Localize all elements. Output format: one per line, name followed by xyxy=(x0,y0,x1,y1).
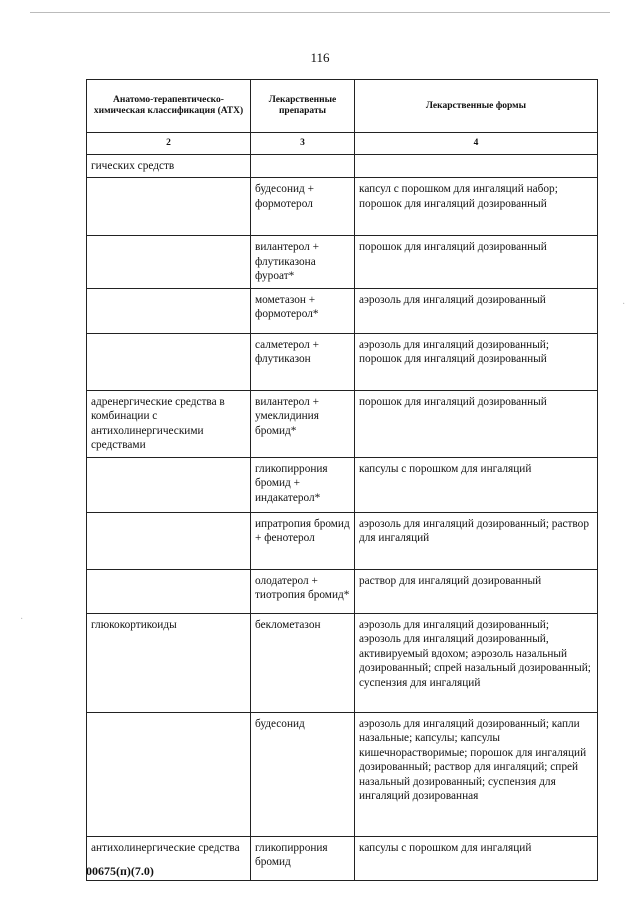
column-number: 2 xyxy=(87,133,251,155)
table-row xyxy=(87,236,598,289)
column-number: 3 xyxy=(251,133,355,155)
atx-cell: гических средств xyxy=(87,154,251,178)
forms-cell: аэрозоль для ингаляций дозированный; порошок для ингаляций дозированный xyxy=(355,333,598,390)
drug-cell: будесонид + формотерол xyxy=(251,178,355,236)
drug-cell: мометазон + формотерол* xyxy=(251,288,355,333)
table-row xyxy=(87,836,598,880)
drug-cell: гликопиррония бромид + индакатерол* xyxy=(251,457,355,512)
forms-cell: порошок для ингаляций дозированный xyxy=(355,390,598,457)
forms-cell: аэрозоль для ингаляций дозированный xyxy=(355,288,598,333)
table-row xyxy=(87,390,598,457)
atx-cell xyxy=(87,512,251,569)
drug-cell: вилантерол + флутиказона фуроат* xyxy=(251,236,355,289)
atx-cell: глюкокортикоиды xyxy=(87,613,251,712)
page-number: 116 xyxy=(310,50,330,65)
atx-cell: антихолинергические средства xyxy=(87,836,251,880)
atx-cell xyxy=(87,569,251,613)
document-code: 00675(п)(7.0) xyxy=(86,864,154,878)
atx-cell xyxy=(87,457,251,512)
atx-cell xyxy=(87,712,251,836)
forms-cell xyxy=(355,154,598,178)
forms-cell: порошок для ингаляций дозированный xyxy=(355,236,598,289)
column-number: 4 xyxy=(355,133,598,155)
column-number-row xyxy=(87,133,598,155)
table-row xyxy=(87,457,598,512)
forms-cell: капсулы с порошком для ингаляций xyxy=(355,457,598,512)
drug-table xyxy=(86,79,598,881)
scan-mark: · xyxy=(622,299,626,310)
top-rule xyxy=(30,12,610,13)
table-row xyxy=(87,512,598,569)
forms-cell: капсулы с порошком для ингаляций xyxy=(355,836,598,880)
forms-cell: аэрозоль для ингаляций дозированный; аэрозоль для ингаляций дозированный, активируемый вдохом; аэрозоль назальный дозированный; спрей назальный дозированный; суспензия для ингаляций xyxy=(355,613,598,712)
atx-cell xyxy=(87,178,251,236)
forms-cell: капсул с порошком для ингаляций набор; порошок для ингаляций дозированный xyxy=(355,178,598,236)
drug-cell: ипратропия бромид + фенотерол xyxy=(251,512,355,569)
scan-mark: · xyxy=(20,614,24,625)
atx-cell xyxy=(87,333,251,390)
drug-cell: гликопиррония бромид xyxy=(251,836,355,880)
table-row xyxy=(87,712,598,836)
table-row xyxy=(87,288,598,333)
drug-cell: будесонид xyxy=(251,712,355,836)
forms-cell: аэрозоль для ингаляций дозированный; капли назальные; капсулы; капсулы кишечнорастворимые; порошок для ингаляций дозированный; раствор для ингаляций; спрей назальный дозированный; суспензия для ингаляций дозированная xyxy=(355,712,598,836)
drug-cell: вилантерол + умеклидиния бромид* xyxy=(251,390,355,457)
table-row xyxy=(87,333,598,390)
table-row xyxy=(87,569,598,613)
forms-cell: аэрозоль для ингаляций дозированный; раствор для ингаляций xyxy=(355,512,598,569)
table-row xyxy=(87,613,598,712)
table-header-row xyxy=(87,80,598,133)
atx-cell xyxy=(87,288,251,333)
atx-cell xyxy=(87,236,251,289)
header-drugs: Лекарственные препараты xyxy=(251,80,355,133)
drug-cell: беклометазон xyxy=(251,613,355,712)
header-atx: Анатомо-терапевтическо-химическая классификация (АТХ) xyxy=(87,80,251,133)
drug-cell: салметерол + флутиказон xyxy=(251,333,355,390)
drug-cell xyxy=(251,154,355,178)
table-row xyxy=(87,178,598,236)
forms-cell: раствор для ингаляций дозированный xyxy=(355,569,598,613)
drug-cell: олодатерол + тиотропия бромид* xyxy=(251,569,355,613)
header-forms: Лекарственные формы xyxy=(355,80,598,133)
table-row xyxy=(87,154,598,178)
atx-cell: адренергические средства в комбинации с антихолинергическими средствами xyxy=(87,390,251,457)
